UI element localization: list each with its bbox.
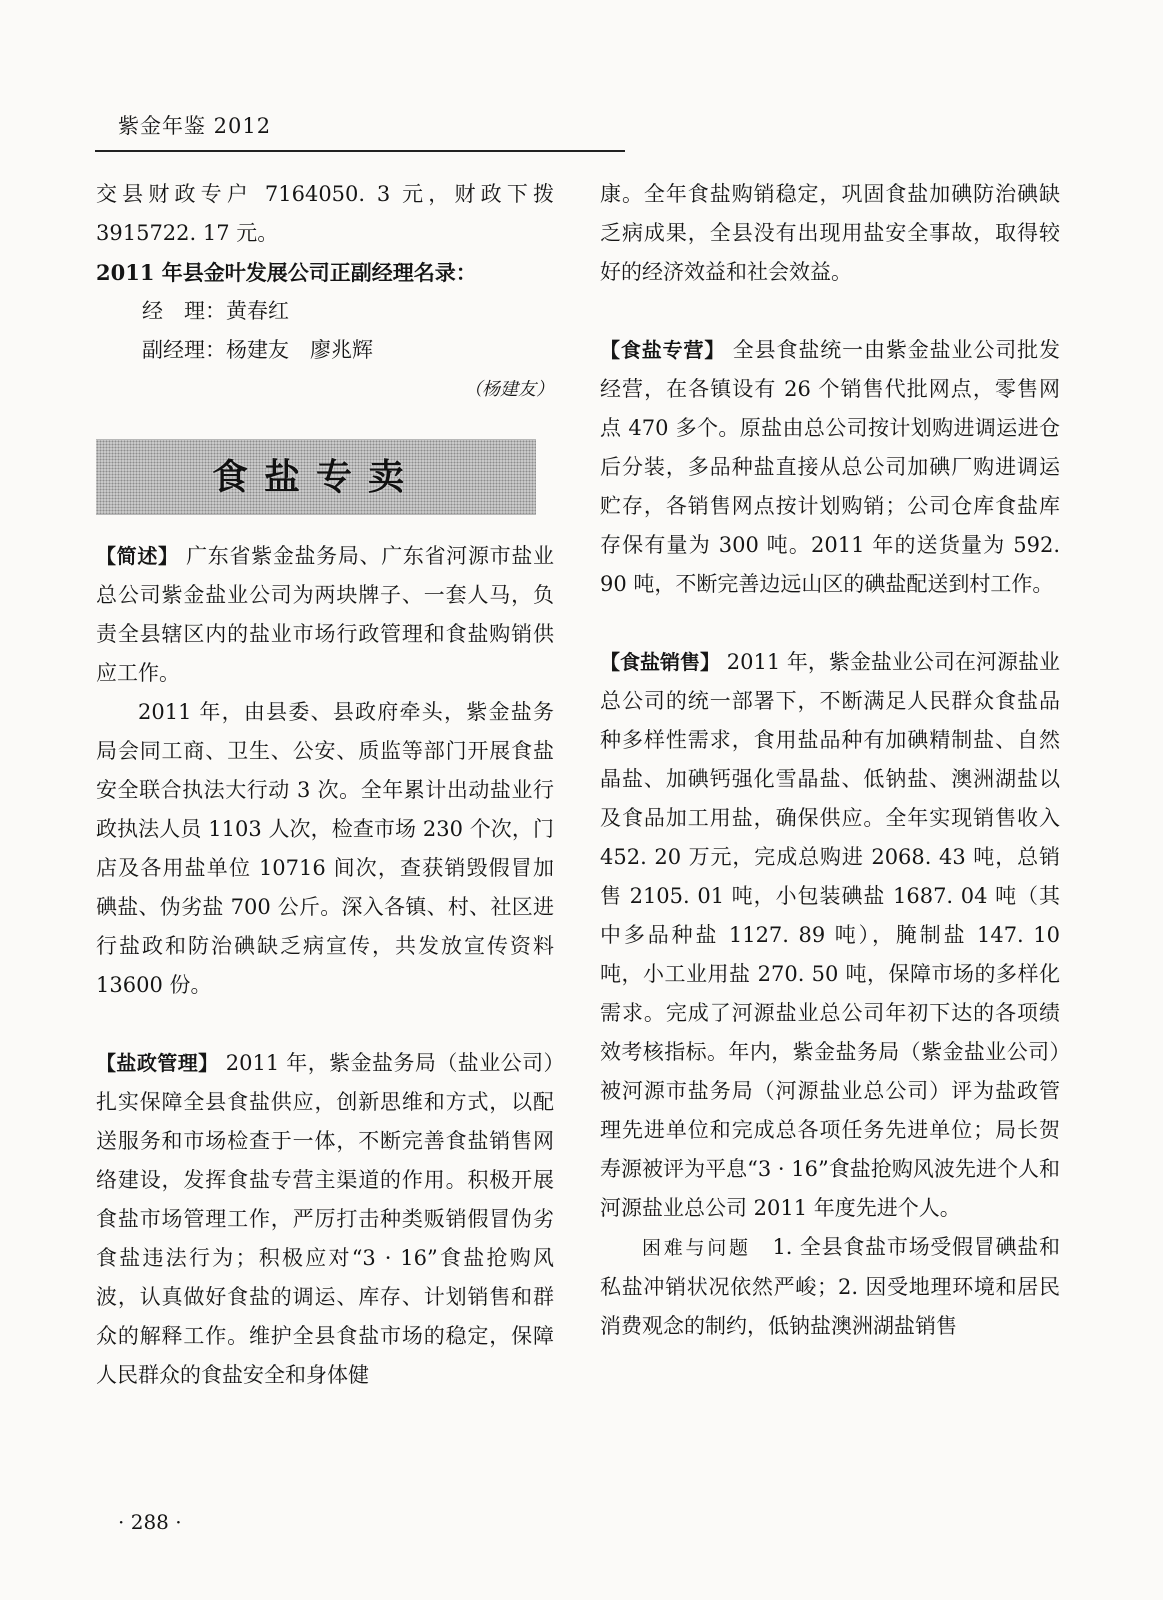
problems-label: 困难与问题 [642, 1237, 751, 1259]
section-banner [96, 439, 536, 515]
admin-tag: 【盐政管理】 [96, 1051, 219, 1075]
monopoly-paragraph [600, 331, 1060, 604]
left-column [96, 175, 554, 1395]
problems-text: 1. 全县食盐市场受假冒碘盐和私盐冲销状况依然严峻；2. 因受地理环境和居民消费观念的制约，低钠盐澳洲湖盐销售 [600, 1235, 1060, 1338]
overview-text: 广东省紫金盐务局、广东省河源市盐业总公司紫金盐业公司为两块牌子、一套人马，负责全县辖区内的盐业市场行政管理和食盐购销供应工作。 [96, 544, 554, 685]
manager-label: 经 理： [142, 299, 226, 323]
deputy-label: 副经理： [142, 338, 226, 362]
manager-name: 黄春红 [226, 299, 289, 323]
overview-tag: 【简述】 [96, 544, 179, 568]
sales-text: 2011 年，紫金盐业公司在河源盐业总公司的统一部署下，不断满足人民群众食盐品种多样性需求，食用盐品种有加碘精制盐、自然晶盐、加碘钙强化雪晶盐、低钠盐、澳洲湖盐以及食品加工用盐，确保供应。全年实现销售收入 452. 20 万元，完成总购进 2068. 43 吨，总销售 2105. 01 吨，小包装碘盐 1687. 04 吨（其中多品种盐 1127. 89 吨），腌制盐 147. 10 吨，小工业用盐 270. 50 吨，保障市场的多样化需求。完成了河源盐业总公司年初下达的各项绩效考核指标。年内，紫金盐务局（紫金盐业公司）被河源市盐务局（河源盐业总公司）评为盐政管理先进单位和完成总各项任务先进单位；局长贺寿源被评为平息“3 · 16”食盐抢购风波先进个人和河源盐业总公司 2011 年度先进个人。 [600, 650, 1060, 1220]
running-header: 紫金年鉴 2012 [118, 114, 272, 138]
monopoly-tag: 【食盐专营】 [600, 338, 726, 362]
header-rule [95, 150, 625, 152]
deputy-names: 杨建友 廖兆辉 [226, 338, 373, 362]
overview-paragraph [96, 537, 554, 693]
author-credit: （杨建友） [464, 379, 554, 400]
manager-line [96, 292, 554, 331]
monopoly-text: 全县食盐统一由紫金盐业公司批发经营，在各镇设有 26 个销售代批网点，零售网点 470 多个。原盐由总公司按计划购进调运进仓后分装，多品种盐直接从总公司加碘厂购进调运贮存，各销售网点按计划购销；公司仓库食盐库存保有量为 300 吨。2011 年的送货量为 592. 90 吨，不断完善边远山区的碘盐配送到村工作。 [600, 338, 1061, 596]
section-gap [96, 1005, 554, 1044]
deputy-line [96, 331, 554, 370]
admin-text: 2011 年，紫金盐务局（盐业公司）扎实保障全县食盐供应，创新思维和方式，以配送服务和市场检查于一体，不断完善食盐销售网络建设，发挥食盐专营主渠道的作用。积极开展食盐市场管理工作，严厉打击种类贩销假冒伪劣食盐违法行为；积极应对“3 · 16”食盐抢购风波，认真做好食盐的调运、库存、计划销售和群众的解释工作。维护全县食盐市场的稳定，保障人民群众的食盐安全和身体健 [96, 1051, 554, 1387]
section-gap [600, 292, 1060, 331]
enforcement-paragraph: 2011 年，由县委、县政府牵头，紫金盐务局会同工商、卫生、公安、质监等部门开展食盐安全联合执法大行动 3 次。全年累计出动盐业行政执法人员 1103 人次，检查市场 230 个次，门店及各用盐单位 10716 间次，查获销毁假冒加碘盐、伪劣盐 700 公斤。深入各镇、村、社区进行盐政和防治碘缺乏病宣传，共发放宣传资料 13600 份。 [96, 700, 554, 997]
section-banner-title: 食盐专卖 [211, 456, 420, 498]
sales-tag: 【食盐销售】 [600, 650, 721, 674]
problems-paragraph [600, 1228, 1060, 1346]
right-column [600, 175, 1060, 1346]
sales-paragraph [600, 643, 1060, 1228]
page-number: · 288 · [118, 1510, 182, 1534]
finance-paragraph: 交县财政专户 7164050. 3 元，财政下拨 3915722. 17 元。 [96, 182, 554, 245]
roster-title: 2011 年县金叶发展公司正副经理名录： [96, 260, 477, 285]
section-gap [600, 604, 1060, 643]
admin-continuation: 康。全年食盐购销稳定，巩固食盐加碘防治碘缺乏病成果，全县没有出现用盐安全事故，取得较好的经济效益和社会效益。 [600, 182, 1060, 284]
admin-paragraph [96, 1044, 554, 1395]
